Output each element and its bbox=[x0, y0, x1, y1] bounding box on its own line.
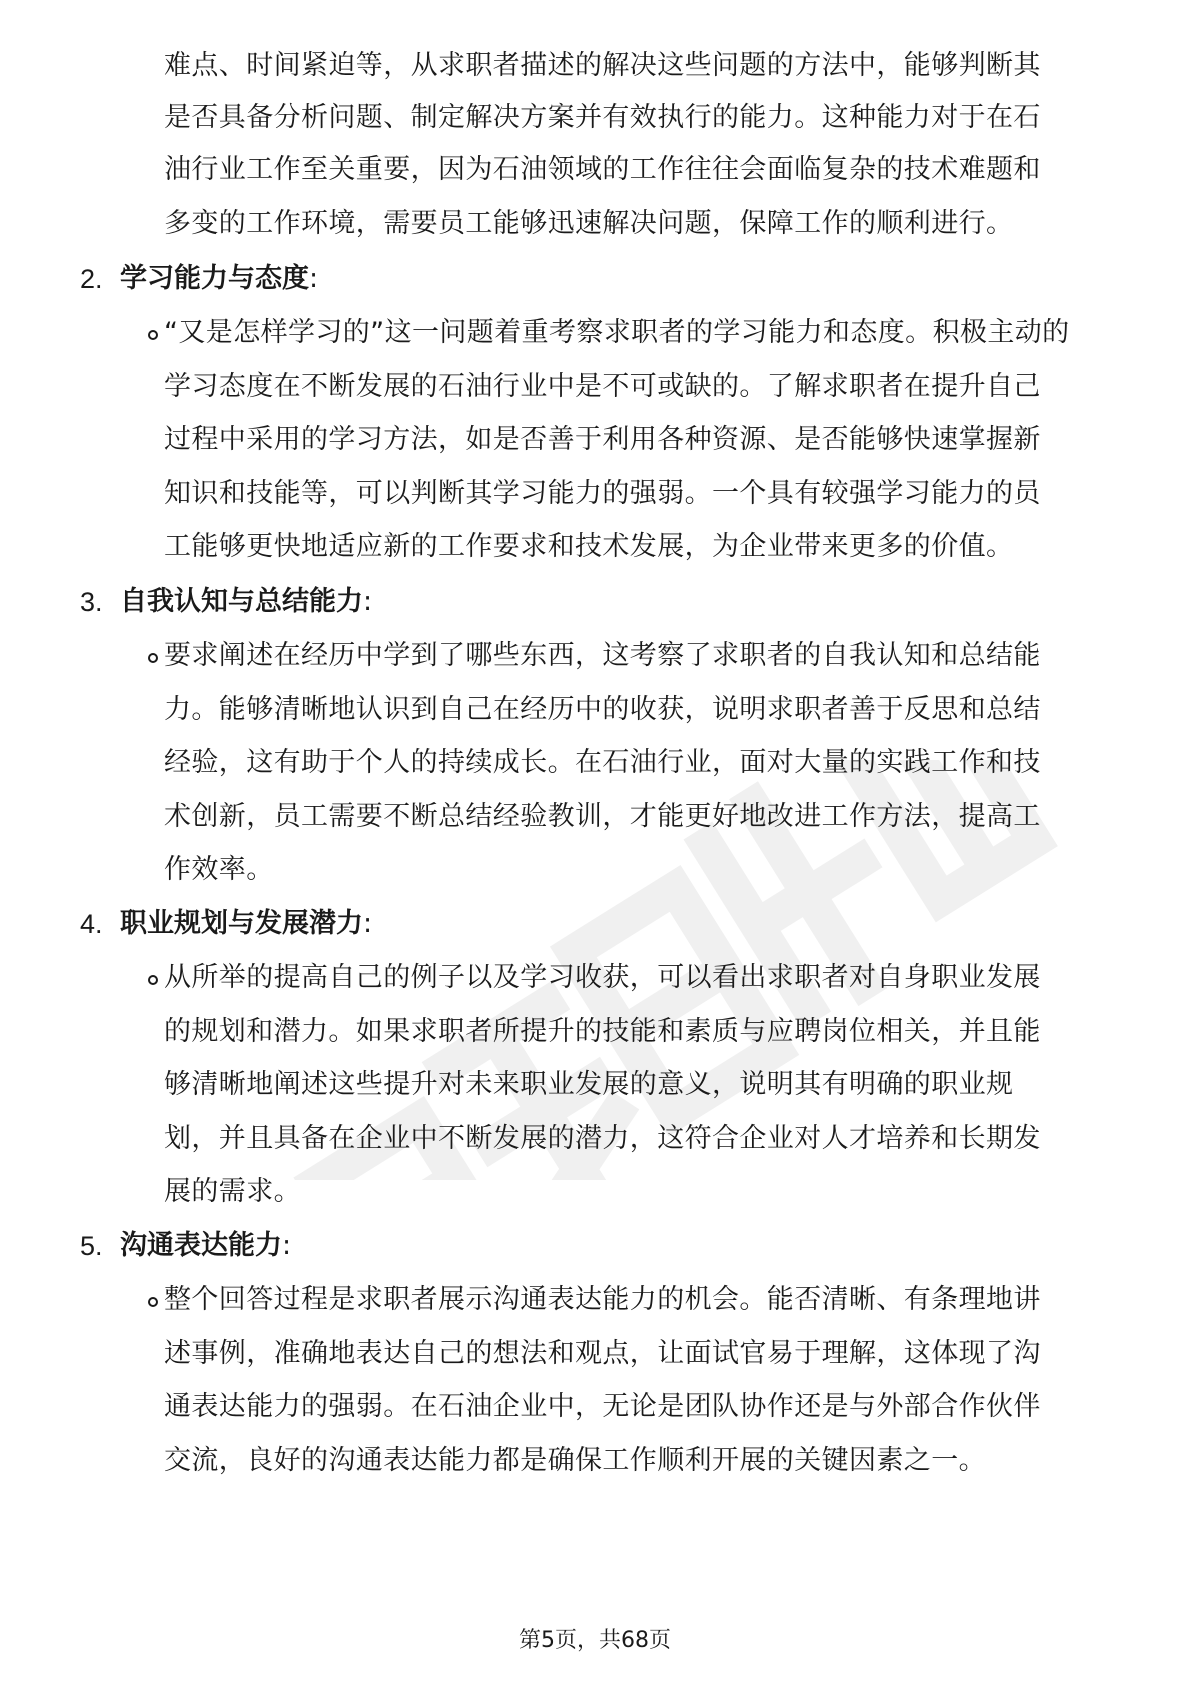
section-heading bbox=[120, 907, 372, 941]
paragraph-line: 要求阐述在经历中学到了哪些东西，这考察了求职者的自我认知和总结能 bbox=[164, 640, 1041, 671]
bullet-circle-icon bbox=[148, 975, 158, 985]
paragraph-line: 是否具备分析问题、制定解决方案并有效执行的能力。这种能力对于在石 bbox=[164, 102, 1041, 133]
section-number: 3. bbox=[80, 587, 103, 617]
paragraph-line: 交流，良好的沟通表达能力都是确保工作顺利开展的关键因素之一。 bbox=[164, 1445, 986, 1476]
paragraph-line: 从所举的提高自己的例子以及学习收获，可以看出求职者对自身职业发展 bbox=[164, 962, 1041, 993]
heading-colon: : bbox=[309, 263, 319, 294]
bullet-circle-icon bbox=[148, 653, 158, 663]
section-number: 5. bbox=[80, 1231, 103, 1261]
section-number: 2. bbox=[80, 264, 103, 294]
paragraph-line: 术创新，员工需要不断总结经验教训，才能更好地改进工作方法，提高工 bbox=[164, 801, 1041, 832]
section-heading bbox=[120, 585, 372, 619]
section-heading bbox=[120, 1229, 291, 1263]
paragraph-line: 通表达能力的强弱。在石油企业中，无论是团队协作还是与外部合作伙伴 bbox=[164, 1391, 1041, 1422]
section-heading bbox=[120, 262, 318, 296]
paragraph-line: 整个回答过程是求职者展示沟通表达能力的机会。能否清晰、有条理地讲 bbox=[164, 1284, 1041, 1315]
paragraph-line: 难点、时间紧迫等，从求职者描述的解决这些问题的方法中，能够判断其 bbox=[164, 50, 1041, 81]
bullet-circle-icon bbox=[148, 1297, 158, 1307]
paragraph-line: “又是怎样学习的”这一问题着重考察求职者的学习能力和态度。积极主动的 bbox=[164, 317, 1070, 348]
paragraph-line: 述事例，准确地表达自己的想法和观点，让面试官易于理解，这体现了沟 bbox=[164, 1338, 1041, 1369]
paragraph-line: 的规划和潜力。如果求职者所提升的技能和素质与应聘岗位相关，并且能 bbox=[164, 1016, 1041, 1047]
paragraph-line: 多变的工作环境，需要员工能够迅速解决问题，保障工作的顺利进行。 bbox=[164, 208, 1014, 239]
section-title: 自我认知与总结能力 bbox=[120, 586, 363, 617]
paragraph-line: 够清晰地阐述这些提升对未来职业发展的意义，说明其有明确的职业规 bbox=[164, 1069, 1014, 1100]
paragraph-line: 学习态度在不断发展的石油行业中是不可或缺的。了解求职者在提升自己 bbox=[164, 371, 1041, 402]
paragraph-line: 划，并且具备在企业中不断发展的潜力，这符合企业对人才培养和长期发 bbox=[164, 1123, 1041, 1154]
paragraph-line: 经验，这有助于个人的持续成长。在石油行业，面对大量的实践工作和技 bbox=[164, 747, 1041, 778]
paragraph-line: 知识和技能等，可以判断其学习能力的强弱。一个具有较强学习能力的员 bbox=[164, 478, 1041, 509]
paragraph-line: 工能够更快地适应新的工作要求和技术发展，为企业带来更多的价值。 bbox=[164, 531, 1014, 562]
paragraph-line: 过程中采用的学习方法，如是否善于利用各种资源、是否能够快速掌握新 bbox=[164, 424, 1041, 455]
paragraph-line: 油行业工作至关重要，因为石油领域的工作往往会面临复杂的技术难题和 bbox=[164, 154, 1041, 185]
page-number-footer: 第5页，共68页 bbox=[519, 1628, 671, 1653]
section-number: 4. bbox=[80, 909, 103, 939]
section-title: 职业规划与发展潜力 bbox=[120, 908, 363, 939]
paragraph-line: 力。能够清晰地认识到自己在经历中的收获，说明求职者善于反思和总结 bbox=[164, 694, 1041, 725]
paragraph-line: 作效率。 bbox=[164, 854, 274, 885]
section-title: 学习能力与态度 bbox=[120, 263, 309, 294]
paragraph-line: 展的需求。 bbox=[164, 1176, 301, 1207]
bullet-circle-icon bbox=[148, 330, 158, 340]
section-title: 沟通表达能力 bbox=[120, 1230, 282, 1261]
heading-colon: : bbox=[282, 1230, 292, 1261]
heading-colon: : bbox=[363, 586, 373, 617]
heading-colon: : bbox=[363, 908, 373, 939]
